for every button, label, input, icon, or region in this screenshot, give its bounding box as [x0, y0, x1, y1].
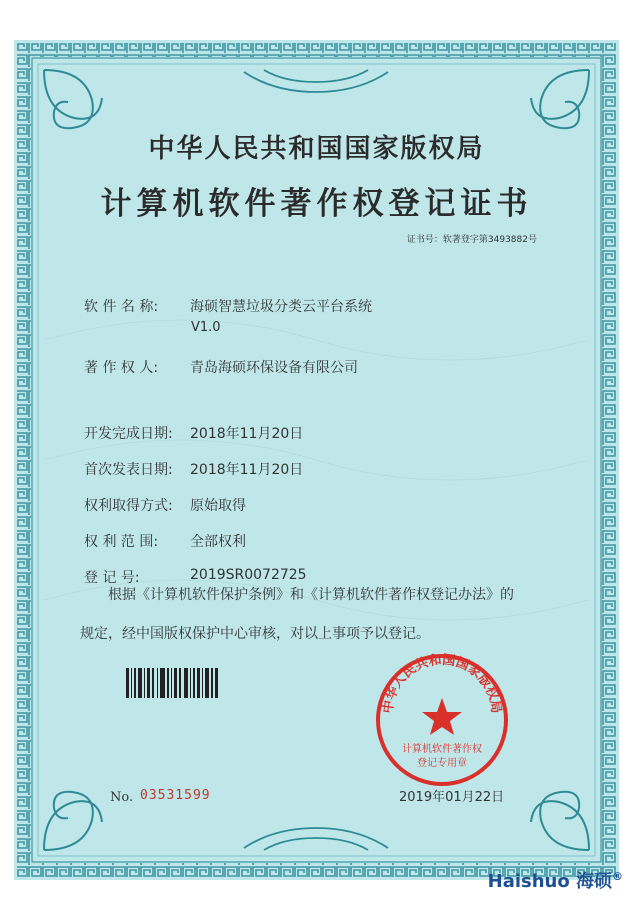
seal-ring-text: 中华人民共和国国家版权局	[380, 652, 504, 715]
field-completion-date	[84, 423, 303, 443]
field-copyright-owner	[84, 357, 358, 377]
barcode	[126, 668, 218, 698]
body-line-1: 根据《计算机软件保护条例》和《计算机软件著作权登记办法》的	[108, 587, 514, 603]
field-value: 2018年11月20日	[190, 462, 304, 478]
field-value: 青岛海硕环保设备有限公司	[190, 360, 358, 376]
field-rights-scope	[84, 531, 246, 551]
field-software-name	[84, 296, 372, 316]
title-issuer: 中华人民共和国国家版权局	[148, 134, 485, 164]
brand-name: Haishuo 海硕	[487, 871, 612, 892]
field-label: 著 作 权 人:	[84, 360, 159, 376]
field-value: 原始取得	[190, 498, 246, 514]
seal-center-line-2: 登记专用章	[417, 758, 467, 769]
title-certificate: 计算机软件著作权登记证书	[100, 186, 533, 222]
serial-number: 03531599	[140, 788, 211, 803]
serial-label: No.	[110, 790, 134, 805]
official-seal	[372, 650, 512, 790]
field-value: 2019SR0072725	[190, 567, 307, 583]
star-icon	[422, 698, 462, 735]
field-publication-date	[84, 459, 303, 479]
registered-mark: ®	[612, 870, 623, 883]
field-label: 登 记 号:	[84, 570, 140, 586]
field-label: 软 件 名 称:	[84, 299, 159, 315]
field-value: 全部权利	[190, 534, 246, 550]
brand-watermark	[488, 867, 623, 893]
field-value: 2018年11月20日	[190, 426, 304, 442]
certificate	[14, 40, 619, 880]
field-label: 权 利 范 围:	[84, 534, 159, 550]
field-label: 开发完成日期:	[84, 426, 173, 442]
seal-center-line-1: 计算机软件著作权	[402, 744, 482, 755]
field-label: 首次发表日期:	[84, 462, 173, 478]
body-paragraph	[80, 576, 560, 654]
issue-date: 2019年01月22日	[399, 790, 505, 805]
field-acquisition-method	[84, 495, 246, 515]
field-value: 海硕智慧垃圾分类云平台系统	[190, 299, 372, 315]
certificate-number: 证书号：软著登字第3493882号	[406, 235, 537, 245]
software-version: V1.0	[191, 320, 221, 335]
field-label: 权利取得方式:	[84, 498, 173, 514]
body-line-2: 规定，经中国版权保护中心审核，对以上事项予以登记。	[80, 626, 430, 642]
